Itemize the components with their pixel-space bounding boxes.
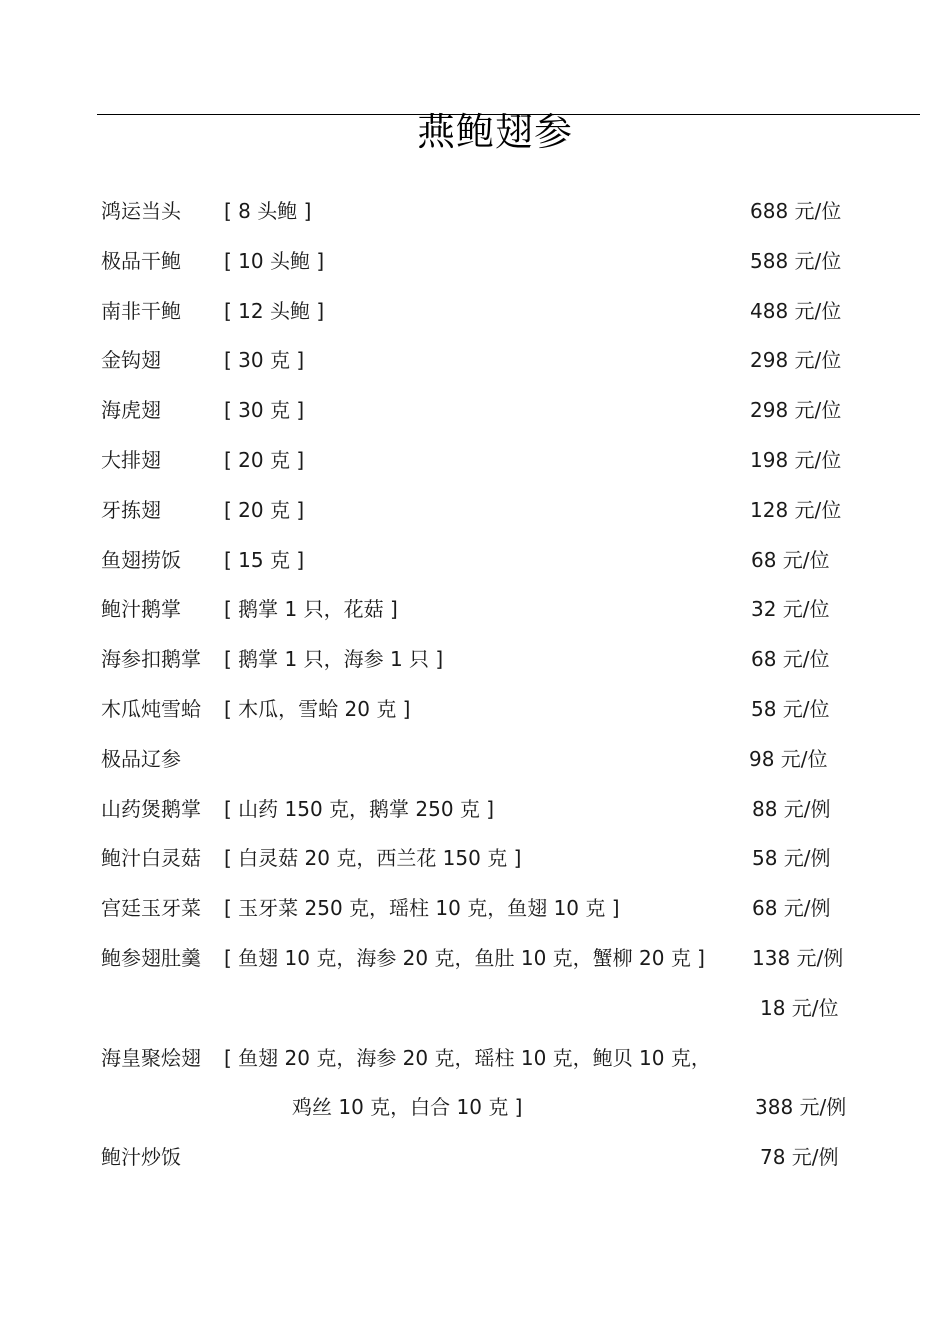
dish-name: 南非干鲍 xyxy=(101,298,181,323)
menu-item xyxy=(0,536,950,586)
dish-price: 78 元/例 xyxy=(760,1145,839,1170)
menu-item xyxy=(0,486,950,536)
dish-name: 山药煲鹅掌 xyxy=(101,796,201,821)
dish-price: 88 元/例 xyxy=(752,796,831,821)
menu-item xyxy=(0,735,950,785)
dish-price: 138 元/例 xyxy=(752,945,844,970)
menu-item xyxy=(0,1133,950,1183)
dish-name: 牙拣翅 xyxy=(101,497,161,522)
dish-price: 688 元/位 xyxy=(750,199,842,223)
page-title: 燕鲍翅参 xyxy=(416,110,573,154)
dish-spec: [ 20 克 ] xyxy=(224,447,305,472)
menu-list xyxy=(0,187,950,1183)
dish-price: 32 元/位 xyxy=(751,597,830,622)
dish-price: 388 元/例 xyxy=(755,1095,847,1120)
dish-name: 大排翅 xyxy=(101,447,161,472)
dish-spec: [ 木瓜，雪蛤 20 克 ] xyxy=(224,696,411,721)
dish-spec: [ 山药 150 克，鹅掌 250 克 ] xyxy=(224,796,495,821)
menu-item xyxy=(0,884,950,934)
dish-name: 金钩翅 xyxy=(101,348,161,373)
dish-spec: 鸡丝 10 克，白合 10 克 ] xyxy=(292,1095,523,1120)
dish-spec: [ 鹅掌 1 只，花菇 ] xyxy=(224,597,398,622)
dish-spec: [ 20 克 ] xyxy=(224,497,305,522)
dish-spec: [ 8 头鲍 ] xyxy=(224,199,312,223)
dish-name: 海虎翅 xyxy=(101,398,161,423)
dish-price: 298 元/位 xyxy=(750,398,842,423)
menu-item xyxy=(0,934,950,984)
dish-spec: [ 鱼翅 10 克，海参 20 克，鱼肚 10 克，蟹柳 20 克 ] xyxy=(224,945,705,970)
dish-name: 鲍汁白灵菇 xyxy=(101,846,201,871)
menu-item xyxy=(0,237,950,287)
menu-item xyxy=(0,635,950,685)
dish-price: 488 元/位 xyxy=(750,298,842,323)
dish-name: 木瓜炖雪蛤 xyxy=(101,696,201,721)
dish-name: 鲍汁鹅掌 xyxy=(101,597,181,622)
menu-item xyxy=(0,386,950,436)
dish-price: 198 元/位 xyxy=(750,447,842,472)
dish-name: 海皇聚烩翅 xyxy=(101,1045,201,1070)
dish-price: 68 元/位 xyxy=(751,547,830,572)
dish-price: 98 元/位 xyxy=(749,746,828,771)
menu-item xyxy=(0,1083,950,1133)
dish-price: 128 元/位 xyxy=(750,497,842,522)
dish-price: 68 元/例 xyxy=(752,896,831,921)
dish-name: 极品辽参 xyxy=(101,746,181,771)
dish-spec: [ 30 克 ] xyxy=(224,398,305,423)
menu-item xyxy=(0,785,950,835)
menu-item xyxy=(0,287,950,337)
menu-item xyxy=(0,834,950,884)
dish-spec: [ 鱼翅 20 克，海参 20 克，瑶柱 10 克，鲍贝 10 克， xyxy=(224,1045,711,1070)
dish-name: 鱼翅捞饭 xyxy=(101,547,181,572)
dish-price: 18 元/位 xyxy=(760,995,839,1020)
menu-item xyxy=(0,585,950,635)
dish-spec: [ 15 克 ] xyxy=(224,547,305,572)
menu-item xyxy=(0,685,950,735)
menu-item xyxy=(0,1034,950,1084)
dish-price: 298 元/位 xyxy=(750,348,842,373)
dish-name: 鲍汁炒饭 xyxy=(101,1145,181,1170)
menu-item xyxy=(0,187,950,237)
dish-spec: [ 10 头鲍 ] xyxy=(224,248,325,273)
menu-item xyxy=(0,984,950,1034)
dish-name: 鸿运当头 xyxy=(101,199,181,223)
dish-name: 宫廷玉牙菜 xyxy=(101,896,201,921)
dish-price: 588 元/位 xyxy=(750,248,842,273)
dish-name: 极品干鲍 xyxy=(101,248,181,273)
dish-price: 68 元/位 xyxy=(751,647,830,672)
dish-spec: [ 玉牙菜 250 克，瑶柱 10 克，鱼翅 10 克 ] xyxy=(224,896,620,921)
dish-name: 海参扣鹅掌 xyxy=(101,647,201,672)
dish-spec: [ 白灵菇 20 克，西兰花 150 克 ] xyxy=(224,846,522,871)
dish-spec: [ 鹅掌 1 只，海参 1 只 ] xyxy=(224,647,444,672)
dish-price: 58 元/位 xyxy=(751,696,830,721)
dish-name: 鲍参翅肚羹 xyxy=(101,945,201,970)
dish-price: 58 元/例 xyxy=(752,846,831,871)
menu-item xyxy=(0,336,950,386)
menu-item xyxy=(0,436,950,486)
dish-spec: [ 12 头鲍 ] xyxy=(224,298,325,323)
dish-spec: [ 30 克 ] xyxy=(224,348,305,373)
